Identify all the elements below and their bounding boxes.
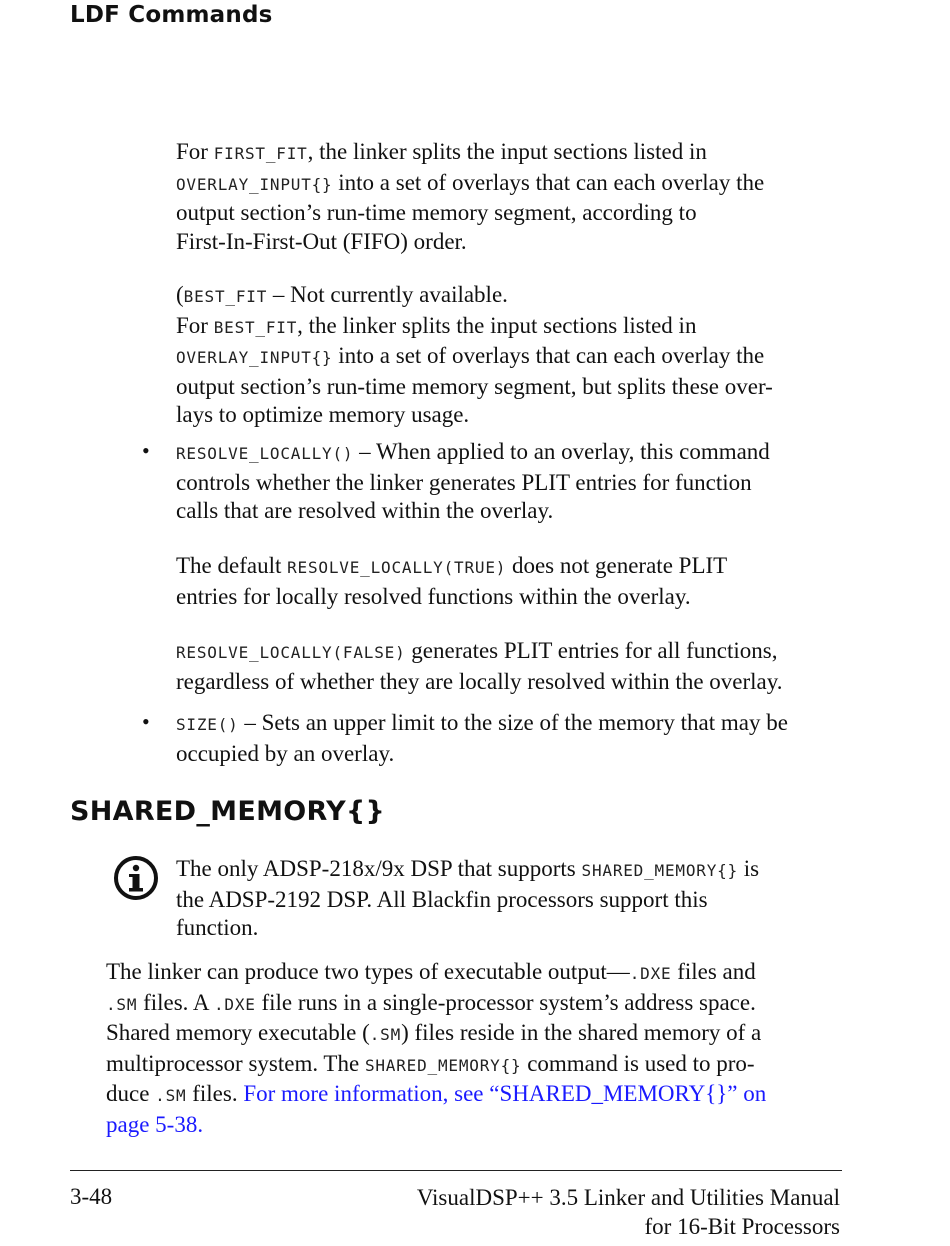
section-heading: SHARED_MEMORY{} bbox=[70, 796, 386, 827]
resolve-locally-paragraph bbox=[176, 438, 770, 526]
text: The only ADSP-218x/9x DSP that supports bbox=[176, 856, 582, 881]
text: into a set of overlays that can each overlay the bbox=[332, 169, 765, 195]
text: First-In-First-Out (FIFO) order. bbox=[176, 228, 467, 254]
footer-manual-title bbox=[417, 1184, 840, 1241]
text: files and bbox=[671, 959, 756, 984]
code-overlay-input: OVERLAY_INPUT{} bbox=[176, 174, 333, 194]
text: ( bbox=[176, 282, 184, 307]
text: files. bbox=[186, 1081, 244, 1107]
code-dxe: .DXE bbox=[213, 994, 256, 1014]
text: the ADSP-2192 DSP. All Blackfin processors support this bbox=[176, 886, 708, 912]
shared-memory-paragraph bbox=[106, 958, 766, 1140]
code-best-fit: BEST_FIT bbox=[213, 317, 298, 337]
text: duce bbox=[106, 1081, 156, 1107]
text: The linker can produce two types of executable output— bbox=[106, 959, 630, 984]
text: , the linker splits the input sections listed in bbox=[307, 139, 707, 164]
code-shared-memory: SHARED_MEMORY{} bbox=[364, 1055, 522, 1075]
text: command is used to pro- bbox=[521, 1050, 755, 1076]
text: ) files reside in the shared memory of a bbox=[401, 1020, 762, 1046]
text: generates PLIT entries for all functions, bbox=[405, 638, 778, 663]
text: The default bbox=[176, 553, 288, 578]
code-sm: .SM bbox=[155, 1086, 187, 1106]
bullet-icon: • bbox=[142, 709, 150, 734]
text: – When applied to an overlay, this command bbox=[353, 439, 770, 464]
text: output section’s run-time memory segment, according to bbox=[176, 200, 697, 226]
text: controls whether the linker generates PLIT entries for function bbox=[176, 469, 752, 495]
text: occupied by an overlay. bbox=[176, 740, 395, 766]
info-icon bbox=[112, 854, 160, 902]
bullet-icon: • bbox=[142, 438, 150, 463]
text: files. A bbox=[137, 989, 214, 1015]
manual-title-line1: VisualDSP++ 3.5 Linker and Utilities Manual bbox=[416, 1185, 840, 1210]
code-shared-memory: SHARED_MEMORY{} bbox=[581, 861, 739, 880]
text: is bbox=[738, 856, 760, 881]
code-resolve-true: RESOLVE_LOCALLY(TRUE) bbox=[287, 558, 507, 577]
resolve-default-paragraph bbox=[176, 552, 727, 611]
code-sm: .SM bbox=[369, 1025, 402, 1045]
text: calls that are resolved within the overlay. bbox=[176, 498, 554, 524]
text: For bbox=[176, 312, 214, 338]
cross-reference-link[interactable]: For more information, see “SHARED_MEMORY{}” on bbox=[243, 1081, 767, 1107]
code-best-fit: BEST_FIT bbox=[183, 287, 268, 306]
first-fit-paragraph bbox=[176, 138, 764, 256]
code-first-fit: FIRST_FIT bbox=[213, 144, 308, 163]
best-fit-paragraph bbox=[176, 281, 773, 430]
cross-reference-link-page[interactable]: page 5-38. bbox=[106, 1111, 204, 1137]
text: , the linker splits the input sections listed in bbox=[297, 312, 697, 338]
footer-divider bbox=[70, 1170, 842, 1171]
text: – Not currently available. bbox=[267, 282, 508, 307]
text: For bbox=[176, 139, 214, 164]
resolve-false-paragraph bbox=[176, 637, 783, 696]
code-resolve-locally: RESOLVE_LOCALLY() bbox=[176, 444, 354, 463]
page-number: 3-48 bbox=[70, 1184, 113, 1209]
code-sm: .SM bbox=[106, 994, 138, 1014]
text: file runs in a single-processor system’s address space. bbox=[255, 989, 756, 1015]
text: does not generate PLIT bbox=[506, 553, 728, 578]
text: entries for locally resolved functions within the overlay. bbox=[176, 583, 691, 609]
size-paragraph bbox=[176, 709, 788, 768]
code-overlay-input: OVERLAY_INPUT{} bbox=[176, 348, 333, 368]
text: lays to optimize memory usage. bbox=[176, 402, 470, 428]
text: regardless of whether they are locally resolved within the overlay. bbox=[176, 668, 783, 694]
code-dxe: .DXE bbox=[629, 964, 672, 983]
running-header: LDF Commands bbox=[70, 2, 273, 28]
text: function. bbox=[176, 915, 259, 941]
code-size: SIZE() bbox=[176, 715, 239, 734]
text: into a set of overlays that can each overlay the bbox=[332, 343, 765, 369]
manual-title-line2: for 16-Bit Processors bbox=[644, 1213, 840, 1239]
text: output section’s run-time memory segment, but splits these over- bbox=[176, 373, 773, 399]
text: – Sets an upper limit to the size of the memory that may be bbox=[238, 710, 788, 735]
text: Shared memory executable ( bbox=[106, 1020, 370, 1046]
note-paragraph bbox=[176, 855, 759, 943]
code-resolve-false: RESOLVE_LOCALLY(FALSE) bbox=[176, 643, 406, 662]
text: multiprocessor system. The bbox=[106, 1050, 365, 1076]
